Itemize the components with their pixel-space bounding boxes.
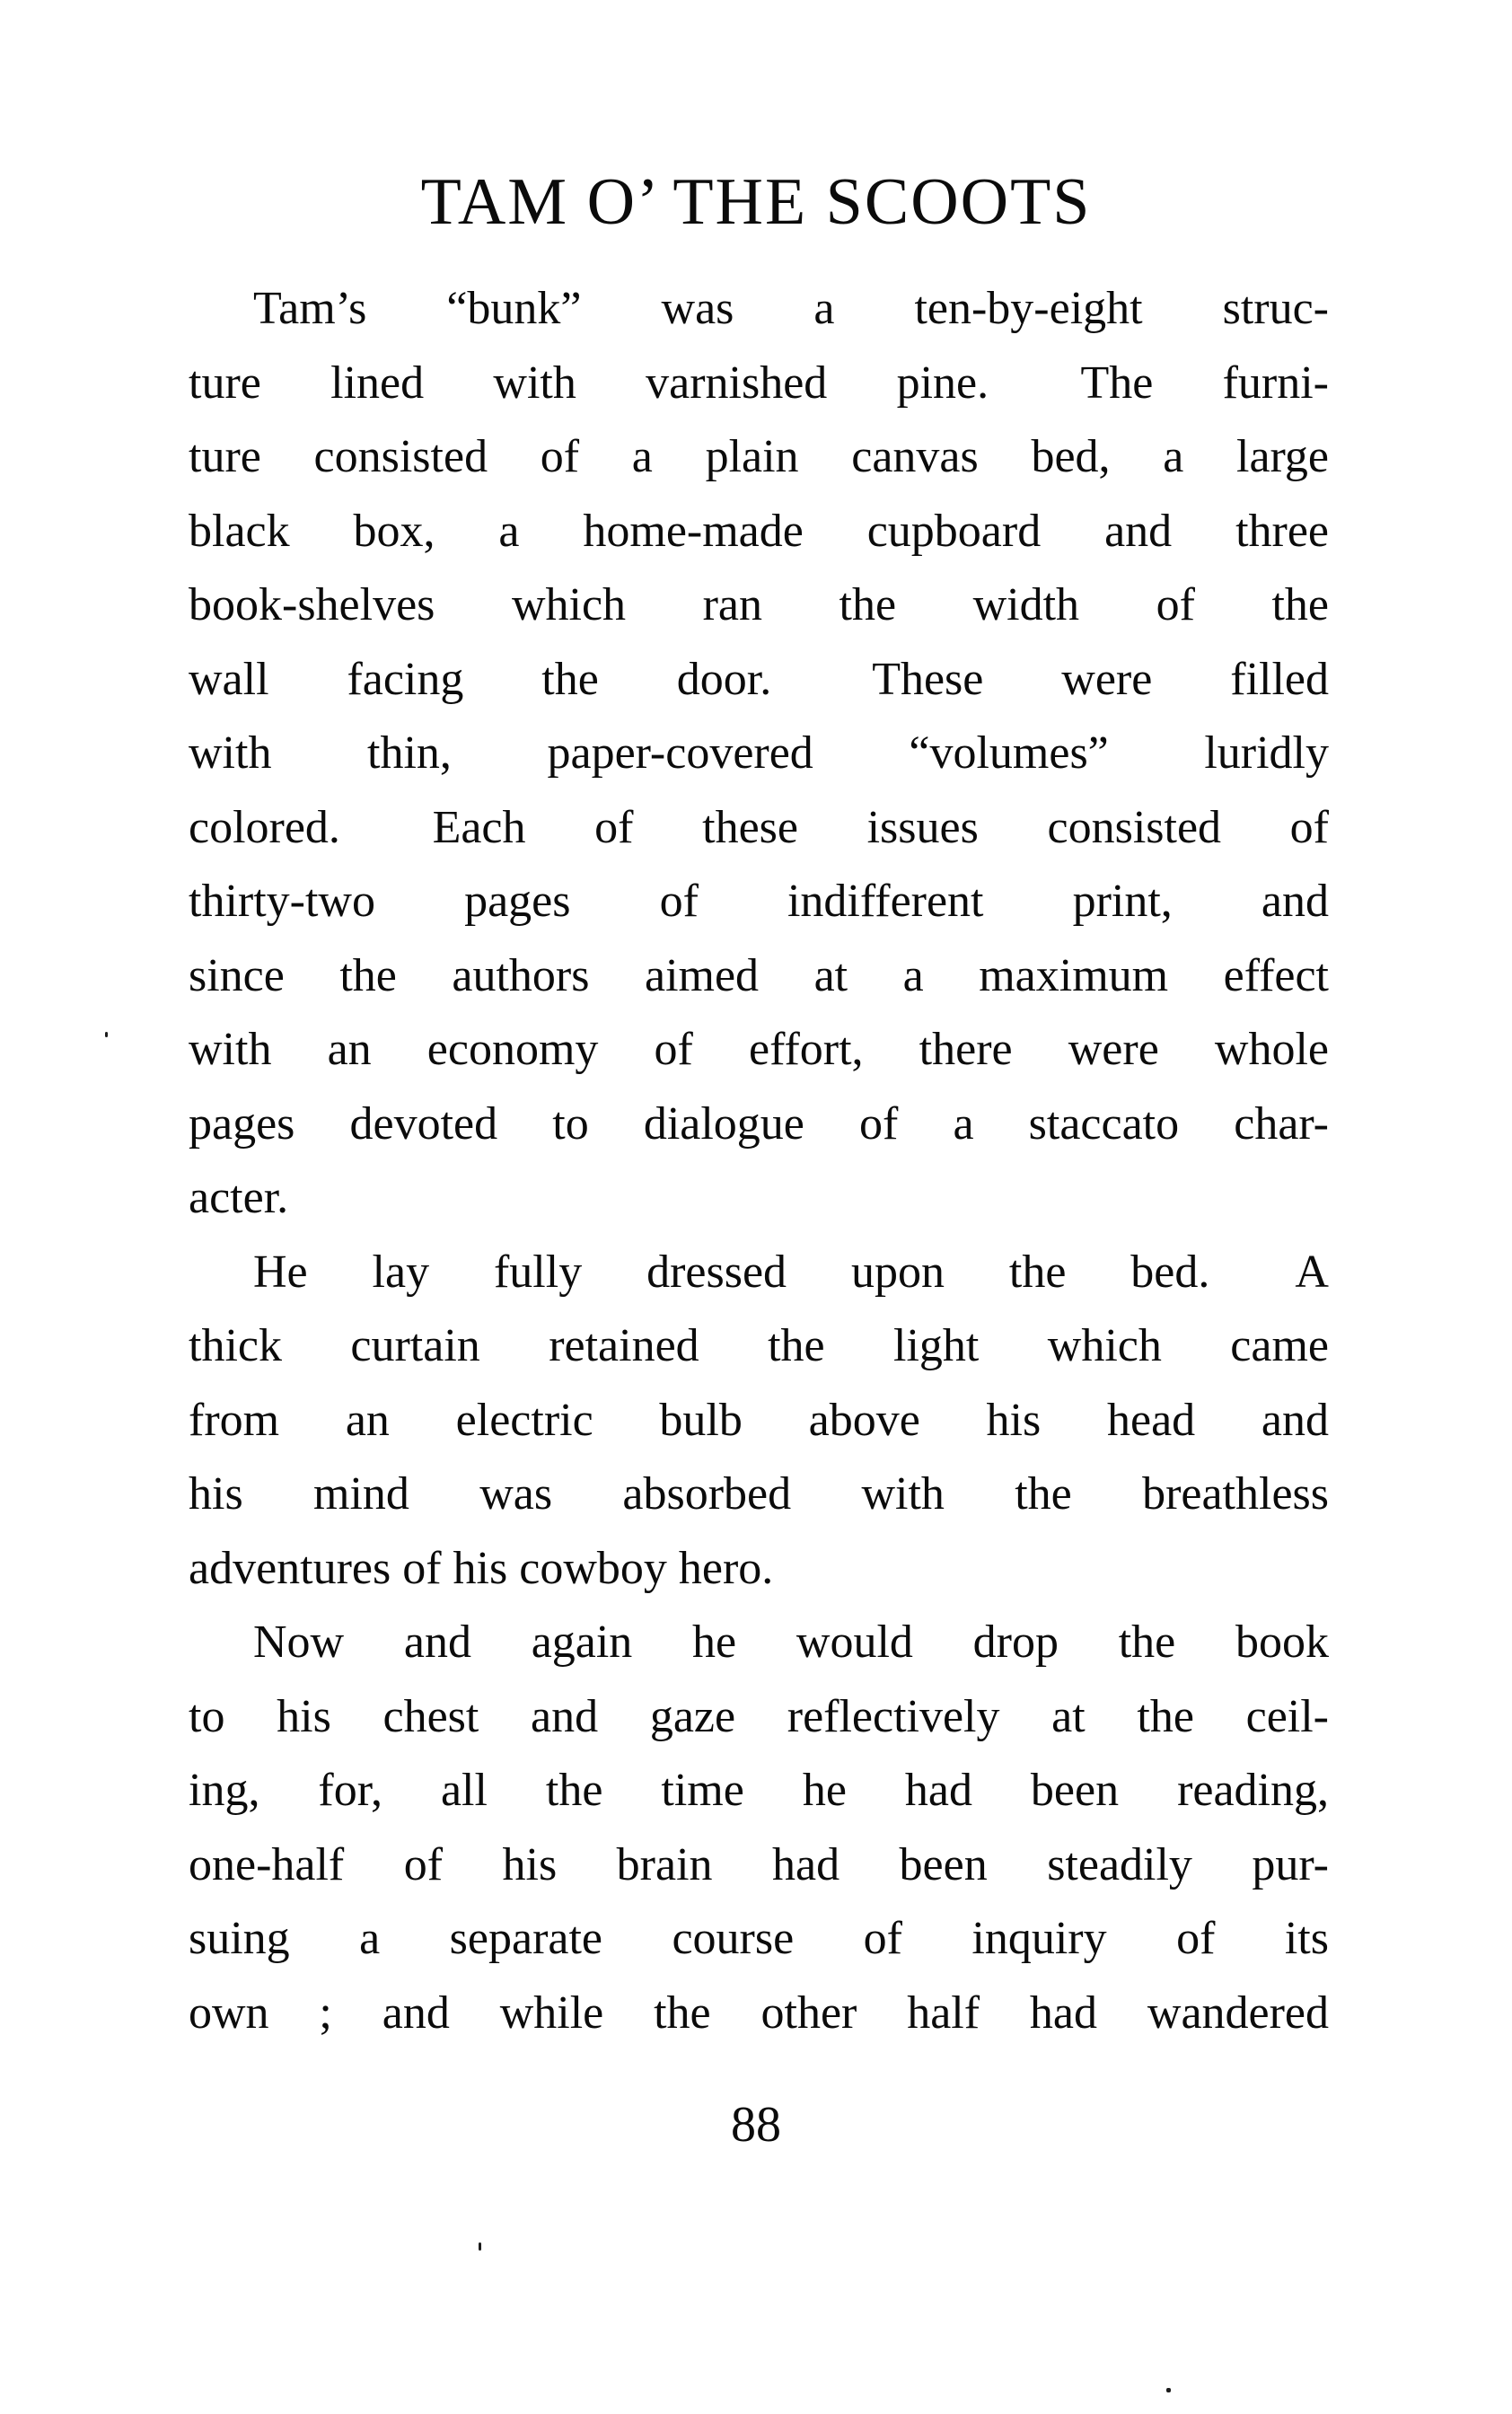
body-line: colored. Each of these issues consisted of [189, 801, 1329, 853]
body-line: suing a separate course of inquiry of its [189, 1913, 1329, 1964]
body-line: wall facing the door. These were filled [189, 653, 1329, 705]
page-number-folio: 88 [731, 2097, 781, 2153]
body-line: Tam’s “bunk” was a ten-by-eight struc- [253, 283, 1329, 334]
body-line: to his chest and gaze reflectively at the ceil- [189, 1690, 1329, 1742]
body-text-block [189, 272, 1329, 2050]
body-line: his mind was absorbed with the breathless [189, 1468, 1329, 1520]
body-line: with thin, paper-covered “volumes” luridly [189, 727, 1329, 779]
scan-speck [479, 2242, 481, 2251]
body-line: He lay fully dressed upon the bed. A [253, 1246, 1329, 1298]
body-line: ture consisted of a plain canvas bed, a large [189, 431, 1329, 482]
body-line: with an economy of effort, there were whole [189, 1024, 1329, 1075]
body-line: ture lined with varnished pine. The furni- [189, 357, 1329, 409]
scan-speck [1166, 2388, 1171, 2392]
body-line: one-half of his brain had been steadily pur- [189, 1838, 1329, 1890]
body-line: own ; and while the other half had wandered [189, 1987, 1329, 2039]
body-line: thick curtain retained the light which came [189, 1320, 1329, 1371]
body-line: book-shelves which ran the width of the [189, 579, 1329, 630]
body-line: Now and again he would drop the book [253, 1617, 1329, 1668]
scan-speck [105, 1032, 108, 1037]
body-line: ing, for, all the time he had been reading, [189, 1765, 1329, 1816]
body-line: adventures of his cowboy hero. [189, 1542, 774, 1594]
body-line: from an electric bulb above his head and [189, 1394, 1329, 1446]
body-line: since the authors aimed at a maximum effect [189, 949, 1329, 1001]
body-line: thirty-two pages of indifferent print, and [189, 876, 1329, 927]
running-head-title: TAM O’ THE SCOOTS [420, 165, 1092, 239]
body-line: black box, a home-made cupboard and three [189, 505, 1329, 557]
body-line: pages devoted to dialogue of a staccato char- [189, 1097, 1329, 1150]
body-line: acter. [189, 1172, 289, 1223]
